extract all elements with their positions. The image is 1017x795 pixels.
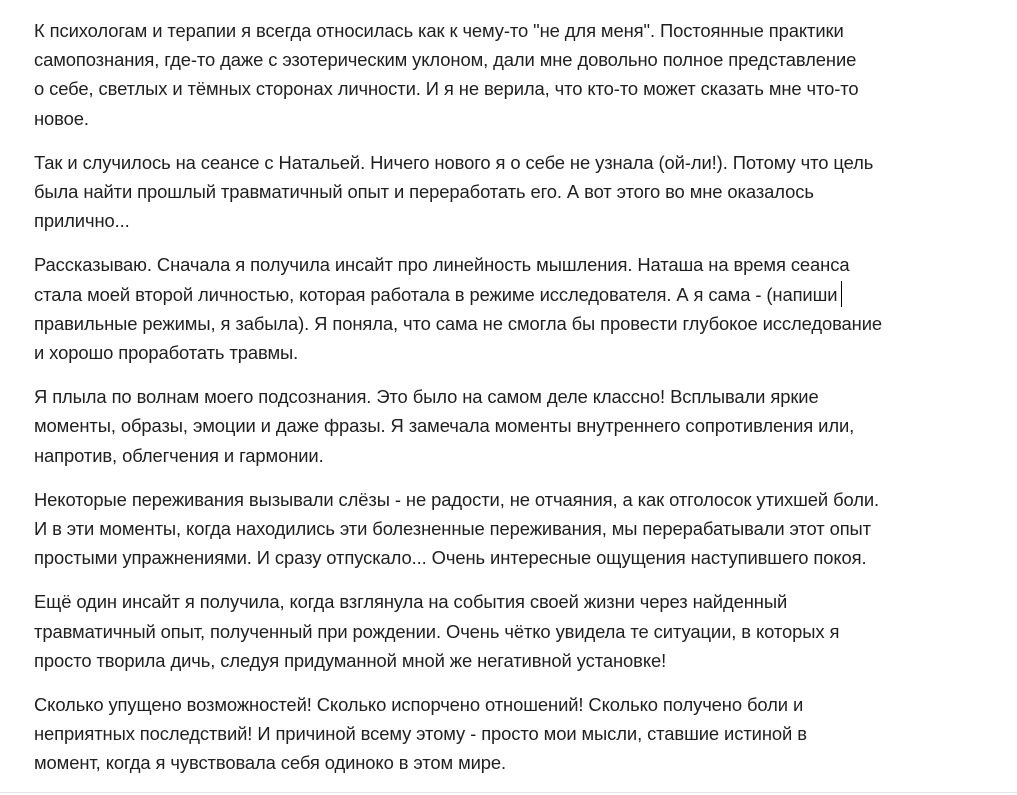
text-line: Рассказываю. Сначала я получила инсайт про линейность мышления. Наташа на время сеанса [34,254,850,276]
text-line: новое. [34,107,89,129]
paragraph-5 [34,485,974,573]
text-line: самопознания, где-то даже с эзотерическим уклоном, дали мне довольно полное представление [34,49,857,71]
text-line: Ещё один инсайт я получила, когда взглянула на события своей жизни через найденный [34,591,788,613]
text-line: Я плыла по волнам моего подсознания. Это было на самом деле классно! Всплывали яркие [34,386,819,408]
text-line: К психологам и терапии я всегда относилась как к чему-то "не для меня". Постоянные практики [34,20,844,41]
text-line: моменты, образы, эмоции и даже фразы. Я замечала моменты внутреннего сопротивления или, [34,415,855,437]
text-line: правильные режимы, я забыла). Я поняла, что сама не смогла бы провести глубокое исследование [34,312,883,334]
text-line: неприятных последствий! И причиной всему этому - просто мои мысли, ставшие истиной в [34,723,807,745]
text-line: о себе, светлых и тёмных сторонах личности. И я не верила, что кто-то может сказать мне что-то [34,78,859,100]
text-cursor [841,281,842,307]
document-body[interactable] [34,16,974,793]
text-line: была найти прошлый травматичный опыт и переработать его. А вот этого во мне оказалось [34,181,814,203]
paragraph-2 [34,148,974,236]
paragraph-3 [34,250,974,367]
text-line: травматичный опыт, полученный при рождении. Очень чётко увидела те ситуации, в которых я [34,620,840,642]
text-line: стала моей второй личностью, которая работала в режиме исследователя. А я сама - (напиши [34,283,838,305]
paragraph-4 [34,382,974,470]
text-line-with-caret [34,280,974,309]
paragraph-7 [34,690,974,778]
text-line: Так и случилось на сеансе с Натальей. Ничего нового я о себе не узнала (ой-ли!). Потому что цель [34,151,874,173]
paragraph-6 [34,587,974,675]
text-line: Некоторые переживания вызывали слёзы - не радости, не отчаяния, а как отголосок утихшей боли. [34,488,880,510]
text-line: и хорошо проработать травмы. [34,342,299,364]
page-bottom-divider [0,792,1017,793]
text-line: просто творила дичь, следуя придуманной мной же негативной установке! [34,649,667,671]
paragraph-1 [34,16,974,133]
text-line: простыми упражнениями. И сразу отпускало... Очень интересные ощущения наступившего покоя. [34,547,867,569]
text-line: Сколько упущено возможностей! Сколько испорчено отношений! Сколько получено боли и [34,694,804,716]
text-line: момент, когда я чувствовала себя одиноко в этом мире. [34,752,507,774]
text-line: И в эти моменты, когда находились эти болезненные переживания, мы перерабатывали этот опыт [34,518,871,540]
text-line: прилично... [34,210,130,232]
text-line: напротив, облегчения и гармонии. [34,444,324,466]
